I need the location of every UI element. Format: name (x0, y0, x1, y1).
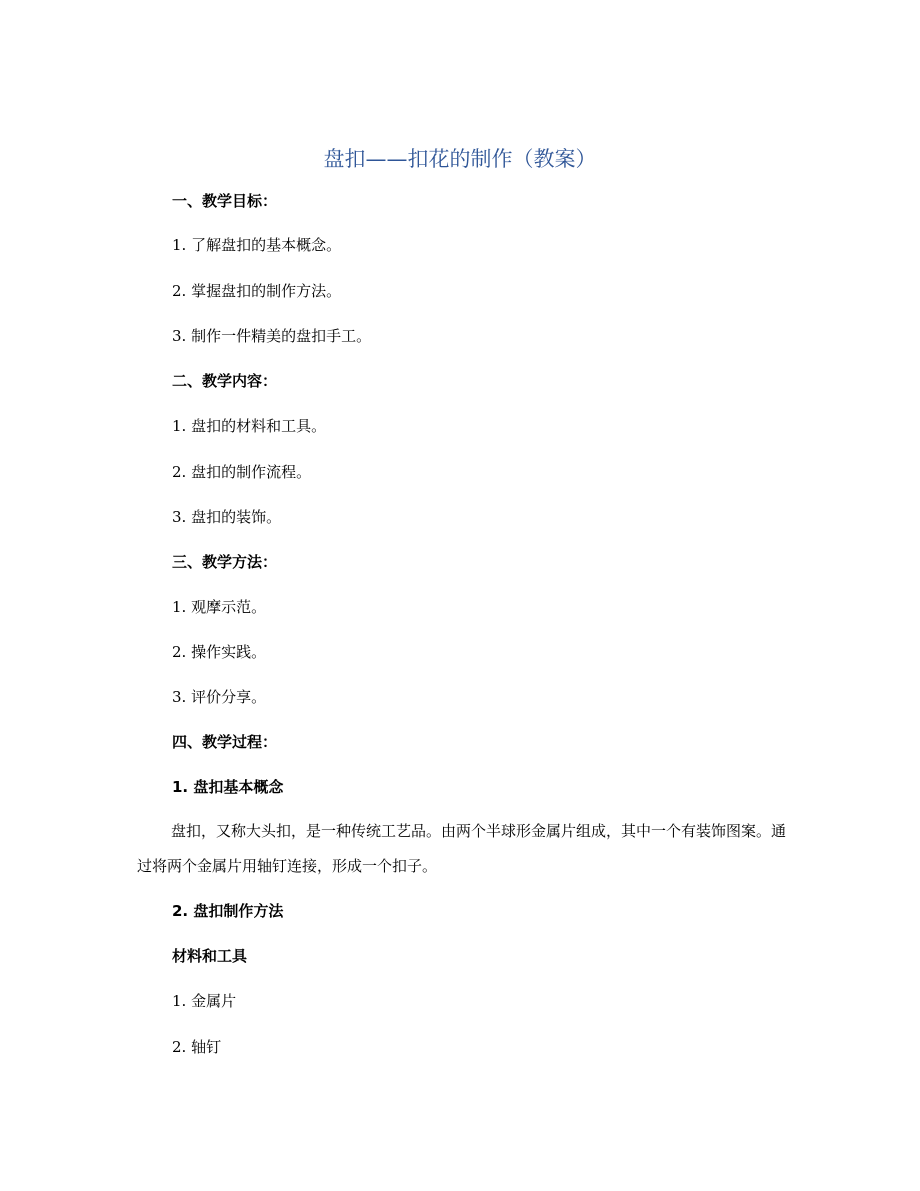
process-step1-paragraph: 盘扣，又称大头扣，是一种传统工艺品。由两个半球形金属片组成，其中一个有装饰图案。通过将两个金属片用轴钉连接，形成一个扣子。 (137, 822, 787, 875)
material-item-1: 1. 金属片 (172, 992, 237, 1010)
objective-item-3: 3. 制作一件精美的盘扣手工。 (172, 327, 372, 345)
process-step1-heading: 1. 盘扣基本概念 (172, 778, 284, 796)
section-heading-methods: 三、教学方法： (172, 553, 278, 571)
method-item-1: 1. 观摩示范。 (172, 598, 267, 616)
objective-item-2: 2. 掌握盘扣的制作方法。 (172, 282, 342, 300)
section-heading-process: 四、教学过程： (172, 733, 278, 751)
content-item-2: 2. 盘扣的制作流程。 (172, 463, 312, 481)
section-heading-objectives: 一、教学目标： (172, 192, 278, 210)
objective-item-1: 1. 了解盘扣的基本概念。 (172, 236, 342, 254)
content-item-3: 3. 盘扣的装饰。 (172, 508, 282, 526)
method-item-3: 3. 评价分享。 (172, 688, 267, 706)
section-heading-content: 二、教学内容： (172, 372, 278, 390)
materials-heading: 材料和工具 (172, 947, 248, 965)
method-item-2: 2. 操作实践。 (172, 643, 267, 661)
process-step2-heading: 2. 盘扣制作方法 (172, 902, 284, 920)
document-title: 盘扣——扣花的制作（教案） (323, 147, 597, 171)
material-item-2: 2. 轴钉 (172, 1038, 222, 1056)
content-item-1: 1. 盘扣的材料和工具。 (172, 417, 327, 435)
